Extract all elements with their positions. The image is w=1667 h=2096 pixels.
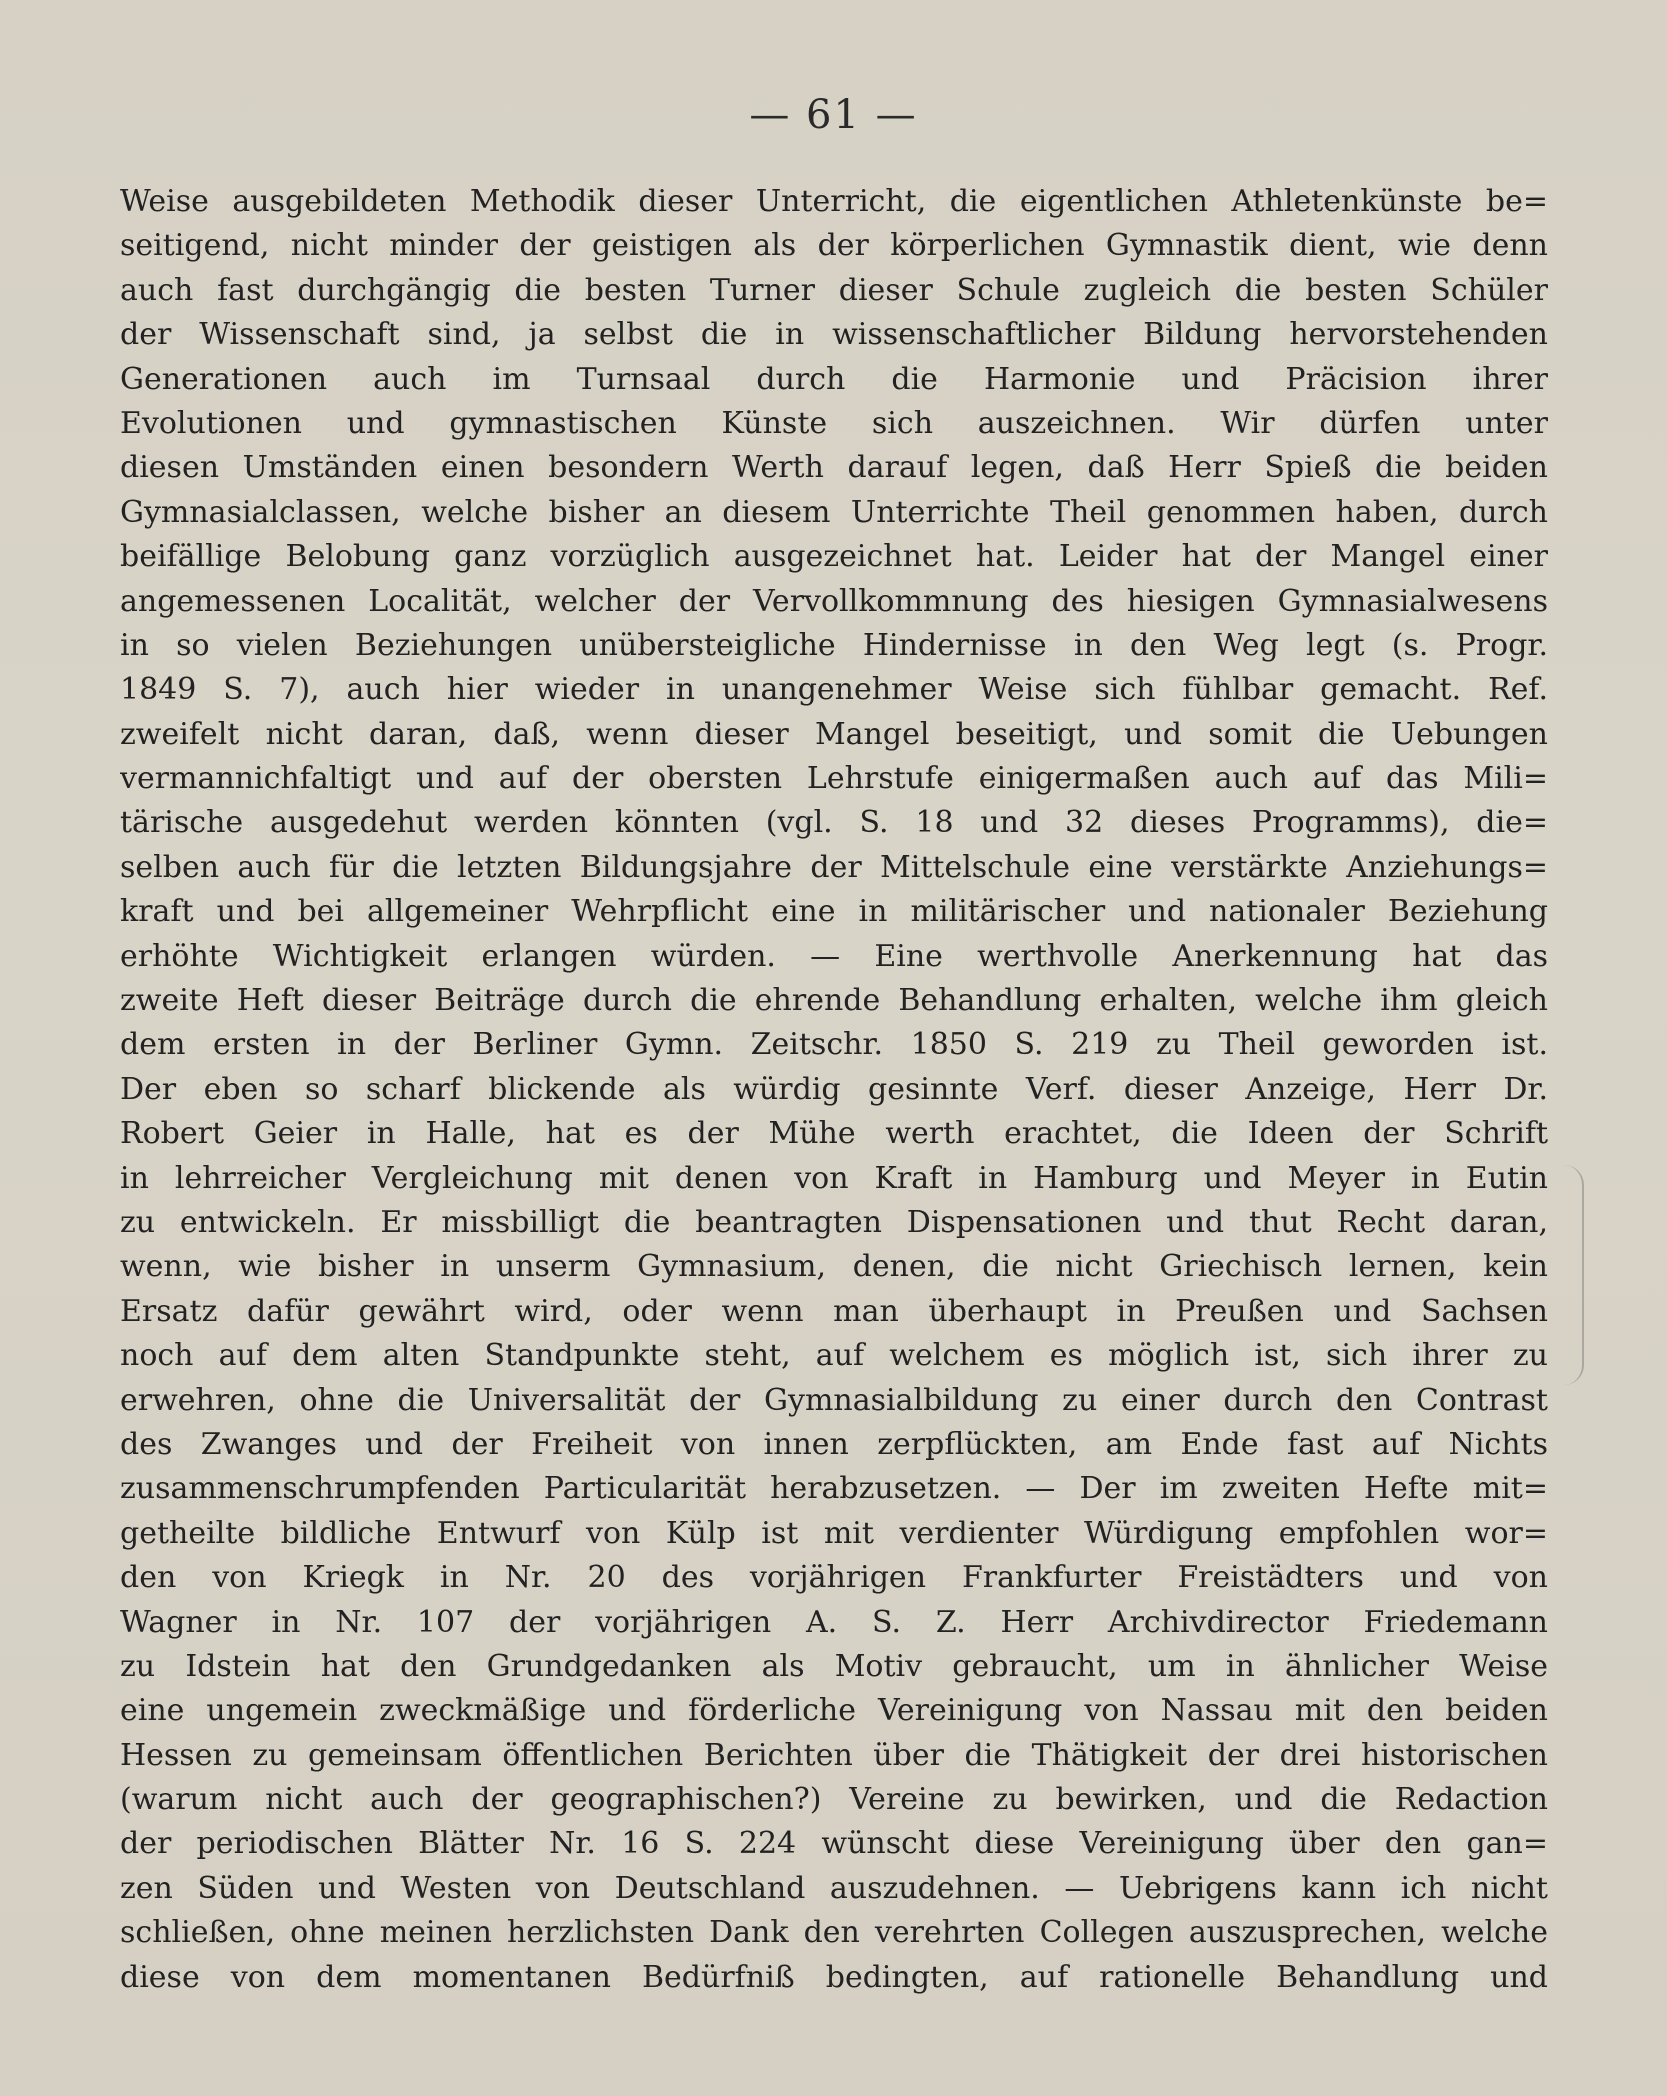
body-text [120,180,1548,2000]
text-line: diese von dem momentanen Bedürfniß bedingten, auf rationelle Behandlung und [120,1959,1548,1995]
text-line: Generationen auch im Turnsaal durch die Harmonie und Präcision ihrer [120,361,1548,397]
text-line: eine ungemein zweckmäßige und förderliche Vereinigung von Nassau mit den beiden [120,1693,1548,1729]
text-line: tärische ausgedehut werden könnten (vgl. S. 18 und 32 dieses Programms), die= [120,805,1548,841]
text-line: erhöhte Wichtigkeit erlangen würden. — Eine werthvolle Anerkennung hat das [120,938,1548,974]
text-line: zen Süden und Westen von Deutschland auszudehnen. — Uebrigens kann ich nicht [120,1870,1548,1906]
text-line: Wagner in Nr. 107 der vorjährigen A. S. Z. Herr Archivdirector Friedemann [120,1604,1548,1640]
text-line: Weise ausgebildeten Methodik dieser Unterricht, die eigentlichen Athletenkünste be= [120,184,1548,219]
text-line: Robert Geier in Halle, hat es der Mühe werth erachtet, die Ideen der Schrift [120,1116,1548,1152]
text-line: seitigend, nicht minder der geistigen als der körperlichen Gymnastik dient, wie denn [120,228,1548,264]
text-line: schließen, ohne meinen herzlichsten Dank den verehrten Collegen auszusprechen, welche [120,1915,1548,1951]
text-line: vermannichfaltigt und auf der obersten Lehrstufe einigermaßen auch auf das Mili= [120,761,1548,797]
text-line: des Zwanges und der Freiheit von innen zerpflückten, am Ende fast auf Nichts [120,1426,1548,1462]
text-line: Gymnasialclassen, welche bisher an diesem Unterrichte Theil genommen haben, durch [120,494,1548,530]
text-line: dem ersten in der Berliner Gymn. Zeitschr. 1850 S. 219 zu Theil geworden ist. [120,1027,1548,1063]
text-line: erwehren, ohne die Universalität der Gymnasialbildung zu einer durch den Contrast [120,1382,1548,1418]
text-line: noch auf dem alten Standpunkte steht, auf welchem es möglich ist, sich ihrer zu [120,1338,1548,1374]
text-line: der periodischen Blätter Nr. 16 S. 224 wünscht diese Vereinigung über den gan= [120,1826,1548,1862]
text-line: wenn, wie bisher in unserm Gymnasium, denen, die nicht Griechisch lernen, kein [120,1249,1548,1285]
text-line: 1849 S. 7), auch hier wieder in unangenehmer Weise sich fühlbar gemacht. Ref. [120,672,1548,708]
text-line: zusammenschrumpfenden Particularität herabzusetzen. — Der im zweiten Hefte mit= [120,1471,1548,1507]
text-line: (warum nicht auch der geographischen?) Vereine zu bewirken, und die Redaction [120,1782,1548,1818]
text-line: in lehrreicher Vergleichung mit denen von Kraft in Hamburg und Meyer in Eutin [120,1160,1548,1196]
text-line: kraft und bei allgemeiner Wehrpflicht eine in militärischer und nationaler Beziehung [120,894,1548,930]
margin-pencil-mark [1548,1165,1584,1385]
text-line: Hessen zu gemeinsam öffentlichen Berichten über die Thätigkeit der drei historischen [120,1737,1548,1773]
text-line: Der eben so scharf blickende als würdig gesinnte Verf. dieser Anzeige, Herr Dr. [120,1071,1548,1107]
text-line: angemessenen Localität, welcher der Vervollkommnung des hiesigen Gymnasialwesens [120,583,1548,619]
text-line: zweifelt nicht daran, daß, wenn dieser Mangel beseitigt, und somit die Uebungen [120,716,1548,752]
text-line: beifällige Belobung ganz vorzüglich ausgezeichnet hat. Leider hat der Mangel einer [120,539,1548,575]
text-line: diesen Umständen einen besondern Werth darauf legen, daß Herr Spieß die beiden [120,450,1548,486]
text-line: zu Idstein hat den Grundgedanken als Motiv gebraucht, um in ähnlicher Weise [120,1648,1548,1684]
text-line: Evolutionen und gymnastischen Künste sich auszeichnen. Wir dürfen unter [120,405,1548,441]
text-line: getheilte bildliche Entwurf von Külp ist mit verdienter Würdigung empfohlen wor= [120,1515,1548,1551]
text-line: der Wissenschaft sind, ja selbst die in wissenschaftlicher Bildung hervorstehenden [120,317,1548,353]
text-line: auch fast durchgängig die besten Turner dieser Schule zugleich die besten Schüler [120,272,1548,308]
text-line: den von Kriegk in Nr. 20 des vorjährigen Frankfurter Freistädters und von [120,1560,1548,1596]
page-number: — 61 — [749,92,918,138]
text-line: Ersatz dafür gewährt wird, oder wenn man überhaupt in Preußen und Sachsen [120,1293,1548,1329]
text-line: zweite Heft dieser Beiträge durch die ehrende Behandlung erhalten, welche ihm gleich [120,983,1548,1019]
text-line: selben auch für die letzten Bildungsjahre der Mittelschule eine verstärkte Anziehungs= [120,849,1548,885]
text-line: zu entwickeln. Er missbilligt die beantragten Dispensationen und thut Recht daran, [120,1204,1548,1240]
text-line: in so vielen Beziehungen unübersteigliche Hindernisse in den Weg legt (s. Progr. [120,627,1548,663]
